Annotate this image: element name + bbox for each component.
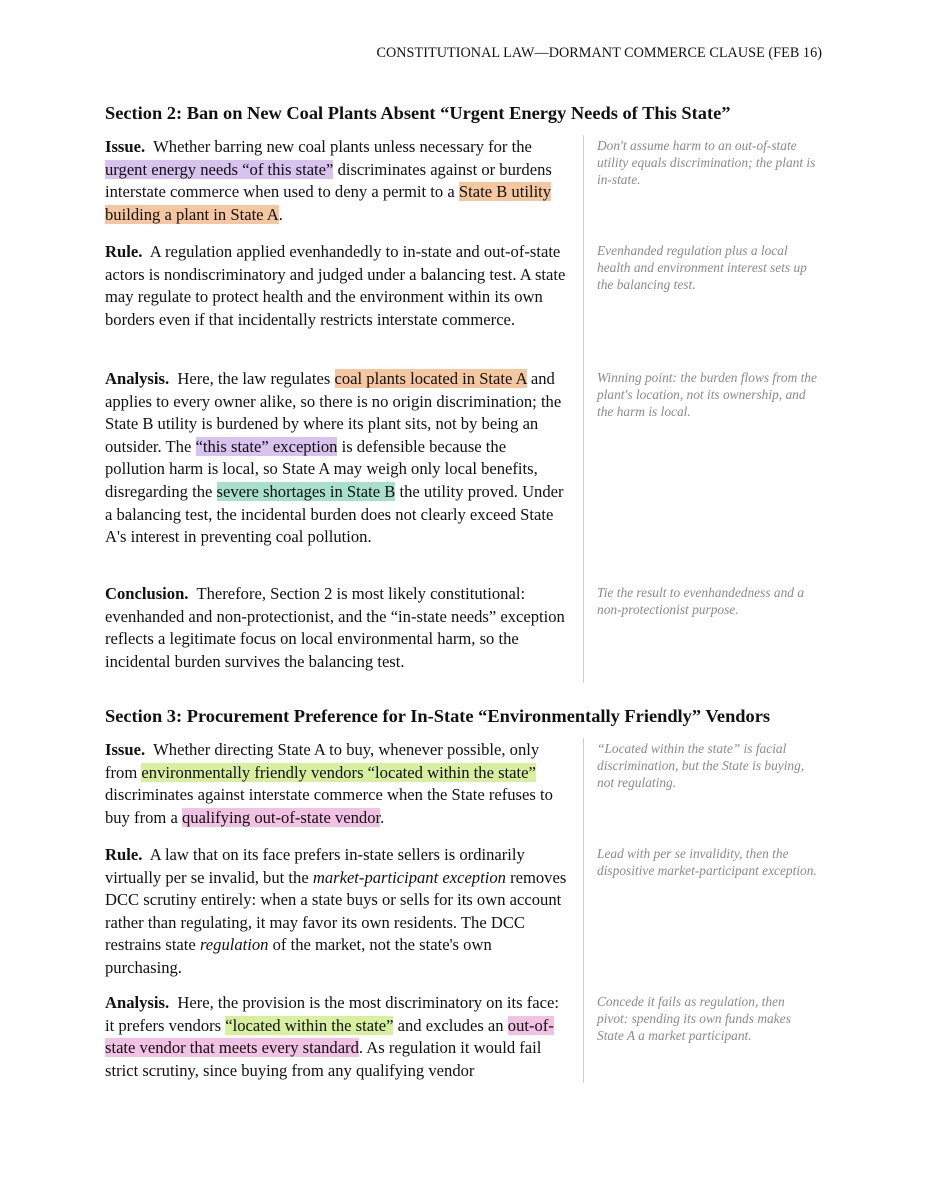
issue-text: . [380,807,385,827]
rule-italic-term: market-participant exception [312,867,506,887]
conclusion-text: Therefore, Section 2 is most likely constitutional: evenhanded and non-protectionist, and the “in-state needs” exception reflects a legitimate focus on local environmental harm, so the incidental burden survives the balancing test. [105,584,565,671]
sec2-analysis-margin-note: Winning point: the burden flows from the plant's location, not its ownership, and the harm is local. [597,370,817,419]
issue-text: discriminates against interstate commerce when the State refuses to buy from a [105,785,553,827]
sec3-issue-paragraph [105,739,570,829]
issue-text: Whether directing State A to buy, whenever possible, only from [105,740,540,782]
sec2-analysis-paragraph [105,368,570,549]
margin-divider [583,135,584,683]
analysis-text: . As regulation it would fail strict scrutiny, since buying from any qualifying vendor [105,1038,542,1080]
issue-label: Issue. [105,740,146,759]
highlight-orange: coal plants located in State A [334,369,527,388]
sec3-issue-margin-note: “Located within the state” is facial discrimination, but the State is buying, not regulating. [597,741,805,790]
issue-text: . [278,204,283,224]
rule-text: A regulation applied evenhandedly to in-state and out-of-state actors is nondiscriminatory and judged under a balancing test. A state may regulate to protect health and the environment within its own borders even if that incidentally restricts interstate commerce. [105,242,566,329]
analysis-text: and excludes an [397,1015,504,1035]
rule-label: Rule. [105,242,143,261]
issue-label: Issue. [105,137,146,156]
rule-text: of the market, not the state's own purchasing. [105,935,492,977]
sec2-conclusion-paragraph [105,583,570,673]
section-2-title: Section 2: Ban on New Coal Plants Absent “Urgent Energy Needs of This State” [105,103,731,123]
sec3-rule-margin-note: Lead with per se invalidity, then the dispositive market-participant exception. [597,846,817,878]
sec3-analysis-margin-note: Concede it fails as regulation, then pivot: spending its own funds makes State A a market participant. [597,994,791,1043]
highlight-pink: qualifying out-of-state vendor [181,807,381,827]
issue-text: discriminates against or burdens interstate commerce when used to deny a permit to a [105,159,552,202]
sec2-issue-paragraph [105,136,570,226]
highlight-purple: urgent energy needs “of this state” [105,159,334,179]
analysis-text: Here, the law regulates [177,369,331,388]
highlight-teal: severe shortages in State B [216,481,396,501]
sec2-issue-margin-note: Don't assume harm to an out-of-state utility equals discrimination; the plant is in-state. [597,138,816,187]
analysis-label: Analysis. [105,993,170,1012]
highlight-pink: out-of-state vendor that meets every standard [105,1015,554,1058]
section-3-title: Section 3: Procurement Preference for In-State “Environmentally Friendly” Vendors [105,706,771,726]
sec2-rule-paragraph [105,241,570,331]
highlight-lime: environmentally friendly vendors “located within the state” [141,762,536,782]
analysis-text: the utility proved. Under a balancing test, the incidental burden does not clearly exceed State A's interest in preventing coal pollution. [105,481,564,547]
rule-text: A law that on its face prefers in-state sellers is ordinarily virtually per se invalid, but the [105,845,525,887]
conclusion-label: Conclusion. [105,584,189,603]
rule-label: Rule. [105,845,143,864]
issue-text: Whether barring new coal plants unless necessary for the [153,137,532,156]
running-header: CONSTITUTIONAL LAW—DORMANT COMMERCE CLAUSE (FEB 16) [376,45,822,61]
analysis-text: Here, the provision is the most discriminatory on its face: it prefers vendors [105,993,559,1035]
rule-text: removes DCC scrutiny entirely: when a state buys or sells for its own account rather than regulating, it may favor its own residents. The DCC restrains state [105,867,567,955]
rule-italic-term: regulation [199,935,269,955]
sec2-rule-margin-note: Evenhanded regulation plus a local health and environment interest sets up the balancing test. [597,243,807,292]
analysis-text: is defensible because the pollution harm is local, so State A may weigh only local benefits, disregarding the [105,436,538,501]
sec2-conclusion-margin-note: Tie the result to evenhandedness and a non-protectionist purpose. [597,585,805,617]
highlight-purple: “this state” exception [195,436,338,456]
margin-divider [583,738,584,1083]
analysis-label: Analysis. [105,369,170,388]
highlight-lime: “located within the state” [225,1015,394,1035]
sec3-rule-paragraph [105,844,570,980]
sec3-analysis-paragraph [105,992,570,1082]
analysis-text: and applies to every owner alike, so there is no origin discrimination; the State B utility is burdened by where its plant sits, not by being an outsider. The [105,369,562,456]
highlight-orange: State B utility building a plant in State A [105,182,552,224]
